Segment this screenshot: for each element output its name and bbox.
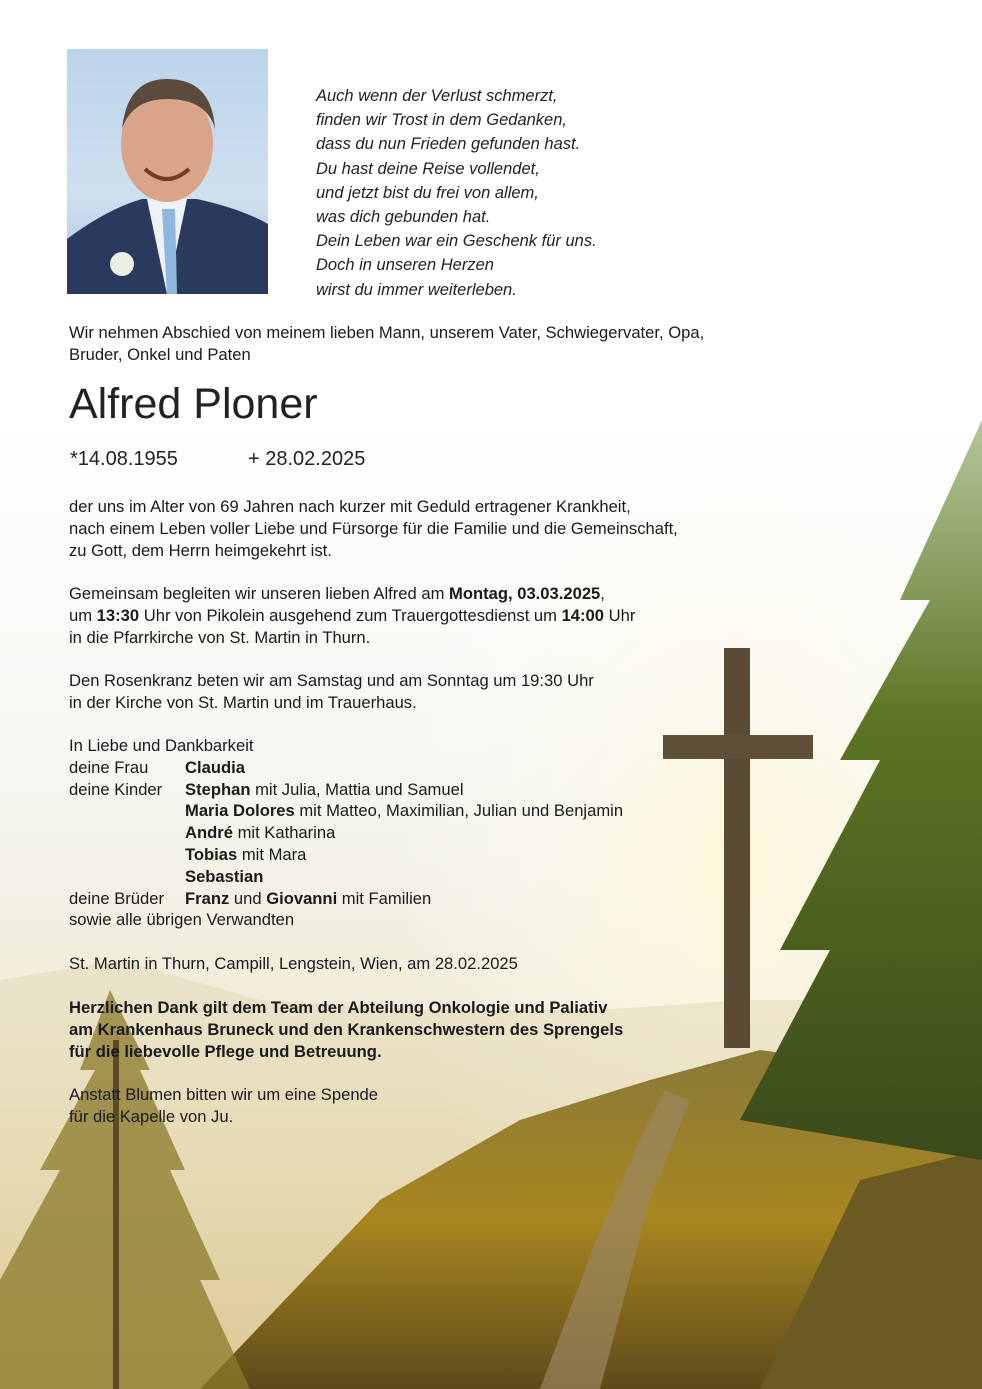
family-label: deine Frau <box>69 757 149 777</box>
paragraph-funeral <box>69 583 635 648</box>
text: Gemeinsam begleiten wir unseren lieben Alfred am <box>69 584 450 603</box>
family-label: deine Brüder <box>69 888 165 908</box>
death-date: + 28.02.2025 <box>248 448 366 470</box>
poem <box>316 84 597 302</box>
poem-line: und jetzt bist du frei von allem, <box>316 183 539 202</box>
family-detail: mit Mara <box>237 844 307 864</box>
family-name: Sebastian <box>185 866 264 886</box>
family-detail: mit Julia, Mattia und Samuel <box>250 779 464 799</box>
text: , <box>600 584 605 603</box>
family-name: Franz <box>185 888 230 908</box>
family-heading: In Liebe und Dankbarkeit <box>69 736 254 755</box>
text-line: Den Rosenkranz beten wir am Samstag und am Sonntag um 19:30 Uhr <box>69 671 594 690</box>
text: Uhr <box>604 605 636 625</box>
poem-line: Du hast deine Reise vollendet, <box>316 159 540 178</box>
departure-time: 13:30 <box>96 605 140 625</box>
text-line: zu Gott, dem Herrn heimgekehrt ist. <box>69 540 332 560</box>
intro-line: Wir nehmen Abschied von meinem lieben Mann, unserem Vater, Schwiegervater, Opa, <box>69 323 705 342</box>
family-detail: und <box>229 888 267 908</box>
donation-text <box>69 1084 378 1128</box>
intro-text <box>69 322 704 366</box>
portrait-photo <box>67 49 268 294</box>
family-name: Claudia <box>185 757 245 777</box>
text-line: nach einem Leben voller Liebe und Fürsorge für die Familie und die Gemeinschaft, <box>69 518 678 538</box>
text-line: für die Kapelle von Ju. <box>69 1106 234 1126</box>
text-line: in der Kirche von St. Martin und im Trauerhaus. <box>69 692 417 712</box>
poem-line: Auch wenn der Verlust schmerzt, <box>316 87 558 105</box>
family-others: sowie alle übrigen Verwandten <box>69 910 295 930</box>
family-name: Giovanni <box>266 888 338 908</box>
text: Uhr von Pikolein ausgehend zum Trauergottesdienst um <box>139 605 562 625</box>
thanks-text <box>69 997 623 1062</box>
text-line: für die liebevolle Pflege und Betreuung. <box>69 1041 382 1061</box>
poem-line: dass du nun Frieden gefunden hast. <box>316 135 581 154</box>
paragraph-passing <box>69 496 678 561</box>
poem-line: was dich gebunden hat. <box>316 208 491 227</box>
poem-line: Dein Leben war ein Geschenk für uns. <box>316 232 597 251</box>
family-name: André <box>185 823 233 843</box>
family-name: Stephan <box>185 779 251 799</box>
family-detail: mit Familien <box>337 888 432 908</box>
birth-date: *14.08.1955 <box>70 448 178 470</box>
service-time: 14:00 <box>561 605 605 625</box>
poem-line: wirst du immer weiterleben. <box>316 280 517 299</box>
place-date: St. Martin in Thurn, Campill, Lengstein, Wien, am 28.02.2025 <box>69 954 518 973</box>
family-list <box>69 735 623 931</box>
family-name: Maria Dolores <box>185 801 295 821</box>
funeral-date: Montag, 03.03.2025 <box>449 584 601 603</box>
intro-line: Bruder, Onkel und Paten <box>69 344 251 364</box>
poem-line: finden wir Trost in dem Gedanken, <box>316 111 567 130</box>
poem-line: Doch in unseren Herzen <box>316 256 494 275</box>
text-line: der uns im Alter von 69 Jahren nach kurzer mit Geduld ertragener Krankheit, <box>69 497 631 516</box>
paragraph-rosary <box>69 670 594 714</box>
deceased-name: Alfred Ploner <box>69 380 318 428</box>
text-line: Herzlichen Dank gilt dem Team der Abteilung Onkologie und Paliativ <box>69 998 608 1017</box>
text-line: in die Pfarrkirche von St. Martin in Thurn. <box>69 627 371 647</box>
text-line: Anstatt Blumen bitten wir um eine Spende <box>69 1085 379 1104</box>
family-label: deine Kinder <box>69 779 163 799</box>
family-name: Tobias <box>185 844 238 864</box>
family-detail: mit Katharina <box>232 823 336 843</box>
family-detail: mit Matteo, Maximilian, Julian und Benjamin <box>294 801 624 821</box>
text: um <box>69 605 97 625</box>
text-line: am Krankenhaus Bruneck und den Krankenschwestern des Sprengels <box>69 1019 624 1039</box>
